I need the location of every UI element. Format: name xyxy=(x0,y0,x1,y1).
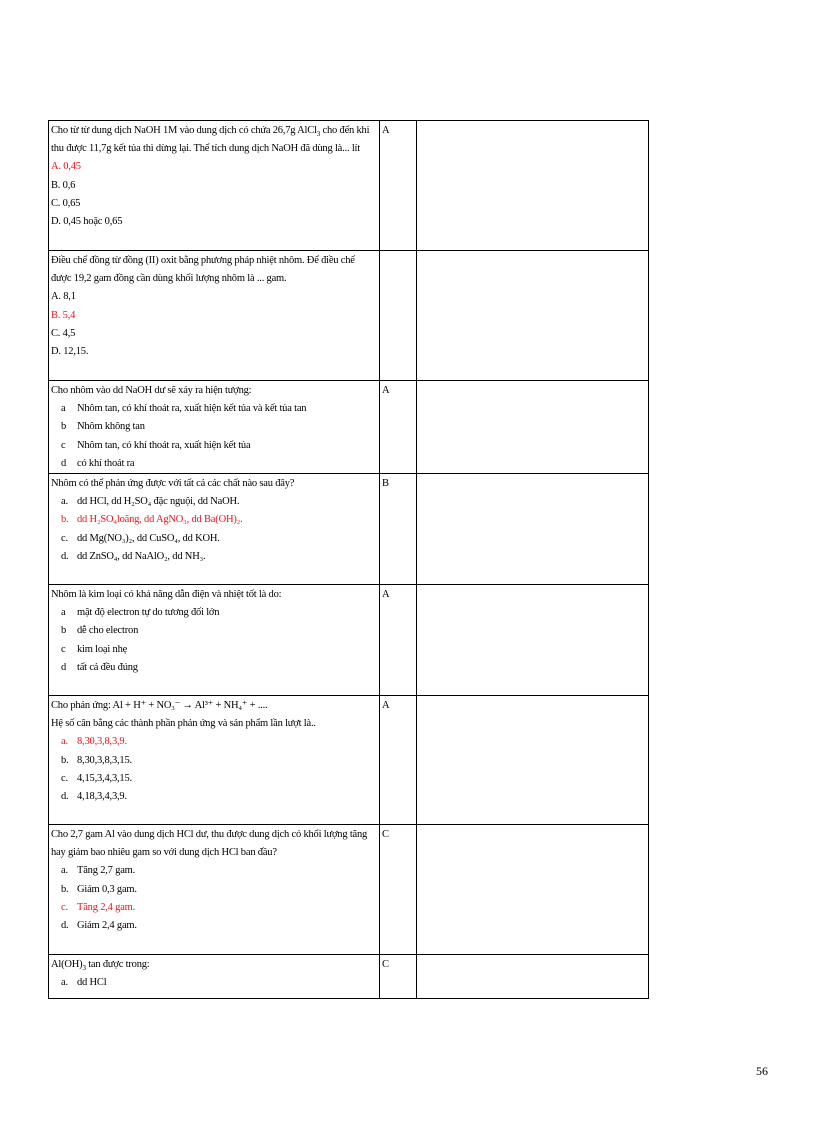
question-row-1 xyxy=(49,121,649,251)
answer-cell: A xyxy=(382,700,390,712)
question-row-7 xyxy=(49,825,649,955)
option-b: B. 5,4 xyxy=(51,309,76,321)
answer-cell: A xyxy=(382,589,390,601)
question-table xyxy=(48,120,649,999)
question-row-2 xyxy=(49,251,649,381)
notes-cell xyxy=(417,121,649,251)
question-row-5 xyxy=(49,585,649,696)
option-a: a. Tăng 2,7 gam. xyxy=(61,865,136,877)
notes-cell xyxy=(417,955,649,999)
question-text: Cho 2,7 gam Al vào dung dịch HCl dư, thu được dung dịch có khối lượng tăng hay giảm bao nhiêu gam so với dung dịch HCl ban đầu? xyxy=(51,829,368,859)
answer-cell: A xyxy=(382,385,390,396)
option-a: A. 8,1 xyxy=(51,291,76,303)
answer-cell: C xyxy=(382,959,390,971)
option-c: c Nhôm tan, có khí thoát ra, xuất hiện kết tủa xyxy=(61,439,251,451)
question-text: Cho nhôm vào dd NaOH dư sẽ xảy ra hiện tượng: xyxy=(51,385,252,396)
notes-cell xyxy=(417,381,649,474)
option-a: a. dd HCl, dd H₂SO₄ đặc nguội, dd NaOH. xyxy=(61,496,240,508)
answer-cell: A xyxy=(382,125,390,136)
option-d: D. 12,15. xyxy=(51,346,89,358)
option-a: a. dd HCl xyxy=(61,977,107,989)
notes-cell xyxy=(417,696,649,825)
question-text: Cho phản ứng: Al + H⁺ + NO₃⁻ → Al³⁺ + NH₄⁺ + .... xyxy=(51,700,268,712)
option-b: b. 8,30,3,8,3,15. xyxy=(61,754,132,766)
question-text: Cho từ từ dung dịch NaOH 1M vào dung dịch có chứa 26,7g AlCl$_3$ cho đến khi thu được 11,7g kết tủa thì dừng lại. Thể tích dung dịch NaOH đã dùng là... lít xyxy=(51,125,370,155)
option-d: d. dd ZnSO₄, dd NaAlO₂, dd NH₃. xyxy=(61,550,206,562)
notes-cell xyxy=(417,251,649,381)
option-b: b. Giảm 0,3 gam. xyxy=(61,883,137,895)
option-a: a Nhôm tan, có khí thoát ra, xuất hiện kết tủa và kết tủa tan xyxy=(61,403,307,415)
option-b: b dễ cho electron xyxy=(61,625,139,637)
answer-cell: B xyxy=(382,478,390,490)
notes-cell xyxy=(417,585,649,696)
option-d: D. 0,45 hoặc 0,65 xyxy=(51,216,123,228)
option-c: c. dd Mg(NO₃)₂, dd CuSO₄, dd KOH. xyxy=(61,532,220,544)
question-row-4 xyxy=(49,474,649,585)
answer-cell: C xyxy=(382,829,390,841)
question-row-6 xyxy=(49,696,649,825)
question-text: Nhôm là kim loại có khả năng dẫn điện và nhiệt tốt là do: xyxy=(51,589,282,601)
option-b: B. 0,6 xyxy=(51,179,76,191)
option-c: C. 0,65 xyxy=(51,197,81,209)
option-c: c. 4,15,3,4,3,15. xyxy=(61,772,132,784)
option-d: d. Giảm 2,4 gam. xyxy=(61,920,137,932)
notes-cell xyxy=(417,474,649,585)
option-d: d. 4,18,3,4,3,9. xyxy=(61,791,127,803)
option-b: b Nhôm không tan xyxy=(61,421,145,433)
question-row-8 xyxy=(49,955,649,999)
question-text: Điều chế đồng từ đồng (II) oxit bằng phương pháp nhiệt nhôm. Để điều chế được 19,2 gam đồng cần dùng khối lượng nhôm là ... gam. xyxy=(51,255,355,285)
question-text: $Al(OH)_3$ tan được trong: xyxy=(51,959,150,973)
option-c: c. Tăng 2,4 gam. xyxy=(61,901,136,913)
option-d: d tất cả đều đúng xyxy=(61,661,138,673)
question-text: Nhôm có thể phản ứng được với tất cả các chất nào sau đây? xyxy=(51,478,295,490)
option-c: C. 4,5 xyxy=(51,327,76,339)
question-row-3 xyxy=(49,381,649,474)
notes-cell xyxy=(417,825,649,955)
answer-cell xyxy=(380,251,416,253)
option-a: a. 8,30,3,8,3,9. xyxy=(61,736,127,748)
option-c: c kim loại nhẹ xyxy=(61,643,128,655)
option-a: a mật độ electron tự do tương đối lớn xyxy=(61,607,220,619)
option-b: b. dd H₂SO₄loãng, dd AgNO₃, dd Ba(OH)₂. xyxy=(61,514,243,526)
question-subtext: Hệ số cân bằng các thành phần phản ứng và sản phẩm lần lượt là.. xyxy=(51,718,316,730)
page-number: 56 xyxy=(756,1064,768,1078)
option-a: A. 0,45 xyxy=(51,161,81,173)
option-d: d có khí thoát ra xyxy=(61,457,135,469)
